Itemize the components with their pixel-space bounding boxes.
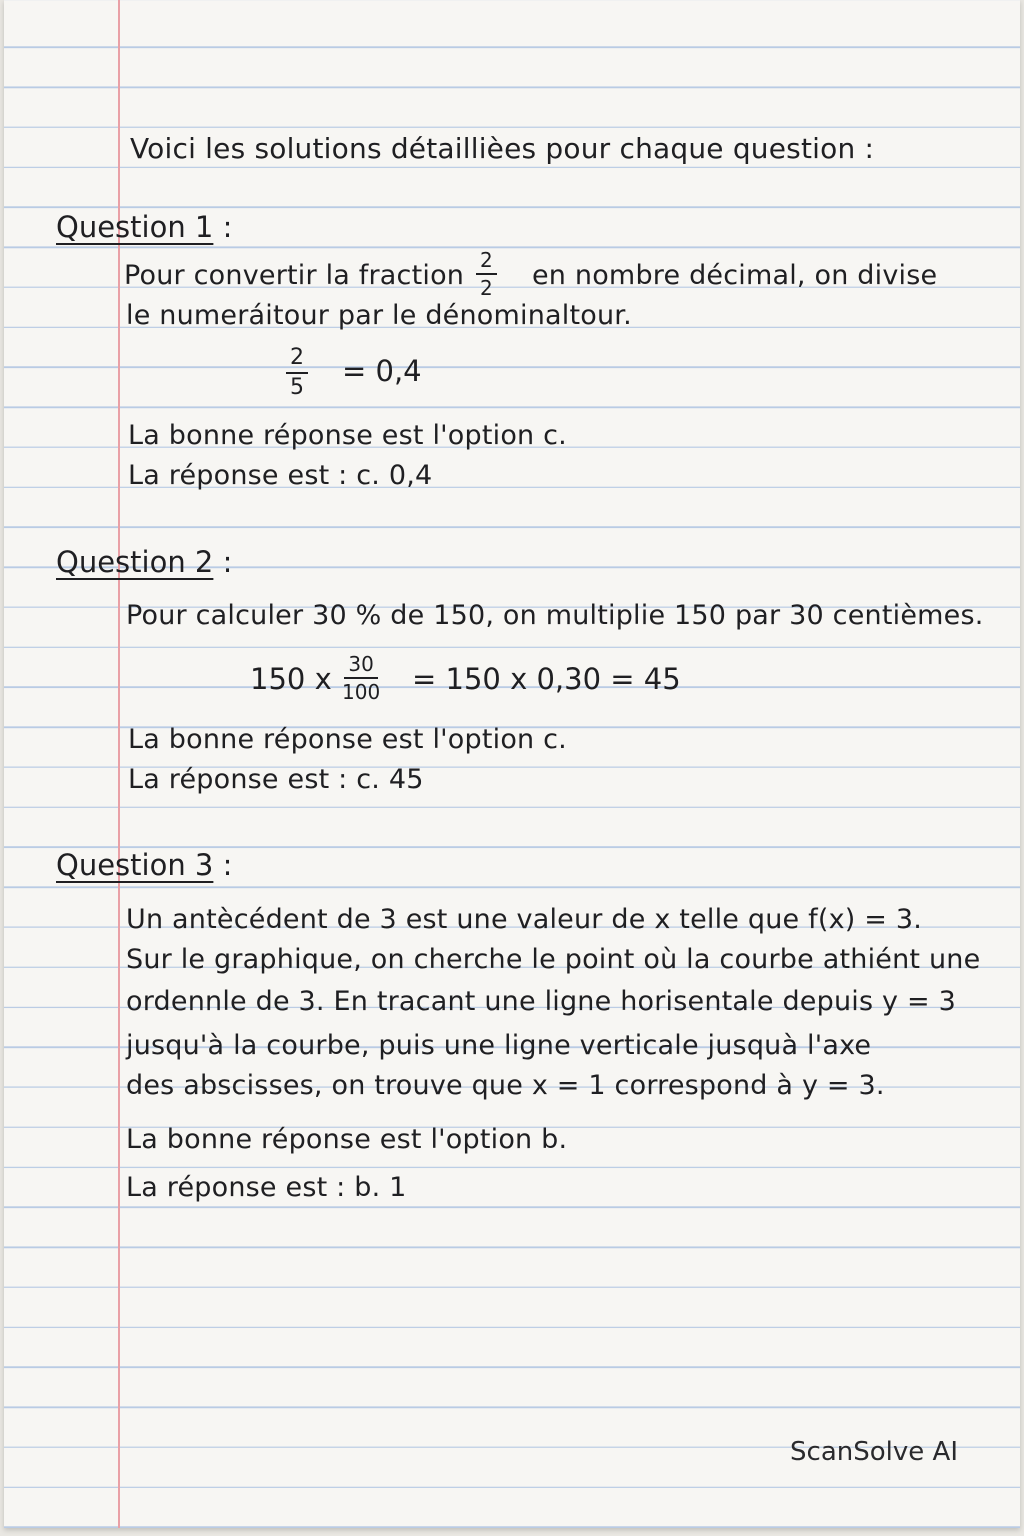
q2-equation-fraction [342,654,380,702]
brand-watermark: ScanSolve AI [790,1437,958,1467]
q3-line2: Sur le graphique, on cherche le point où la courbe athiént une [126,944,981,975]
intro-text: Voici les solutions détaillièes pour chaque question : [130,132,875,165]
question-2-title: Question 2 [56,545,214,579]
q3-line5: des abscisses, on trouve que x = 1 correspond à y = 3. [126,1070,885,1101]
question-1-title: Question 1 [56,210,214,244]
q2-answer: La réponse est : c. 45 [128,764,424,795]
q1-line1-start: Pour convertir la fraction [124,260,465,291]
q1-line2: le numeráitour par le dénominaltour. [126,300,632,331]
q3-line4: jusqu'à la courbe, puis une ligne verticale jusquà l'axe [126,1030,872,1061]
q2-equation-result: = 150 x 0,30 = 45 [412,662,681,696]
question-1-colon: : [222,210,233,244]
q1-equation-numerator: 2 [286,347,308,374]
q2-good-answer: La bonne réponse est l'option c. [128,724,567,755]
q1-inline-fraction-numerator: 2 [476,250,497,275]
q2-equation-denominator: 100 [342,680,381,704]
question-3-colon: : [222,848,233,882]
q3-good-answer: La bonne réponse est l'option b. [126,1124,568,1155]
q1-line1-end: en nombre décimal, on divise [532,260,938,291]
q1-equation-fraction [286,347,308,399]
q1-inline-fraction-denominator: 2 [480,276,493,300]
q3-answer: La réponse est : b. 1 [126,1172,407,1203]
q2-equation-numerator: 30 [344,654,377,679]
q3-line1: Un antècédent de 3 est une valeur de x telle que f(x) = 3. [126,904,923,935]
q1-good-answer: La bonne réponse est l'option c. [128,420,567,451]
q1-answer: La réponse est : c. 0,4 [128,460,433,491]
q1-inline-fraction [476,250,497,298]
question-2-heading [56,545,232,579]
q1-equation-denominator: 5 [290,375,304,400]
q3-line3: ordennle de 3. En tracant une ligne horisentale depuis y = 3 [126,986,956,1017]
question-2-colon: : [222,545,233,579]
question-3-title: Question 3 [56,848,214,882]
q1-equation-result: = 0,4 [342,354,422,388]
notebook-page [4,0,1020,1528]
question-3-heading [56,848,232,882]
q2-line1: Pour calculer 30 % de 150, on multiplie 150 par 30 centièmes. [126,600,984,631]
q2-equation-start: 150 x [250,662,332,696]
question-1-heading [56,210,232,244]
